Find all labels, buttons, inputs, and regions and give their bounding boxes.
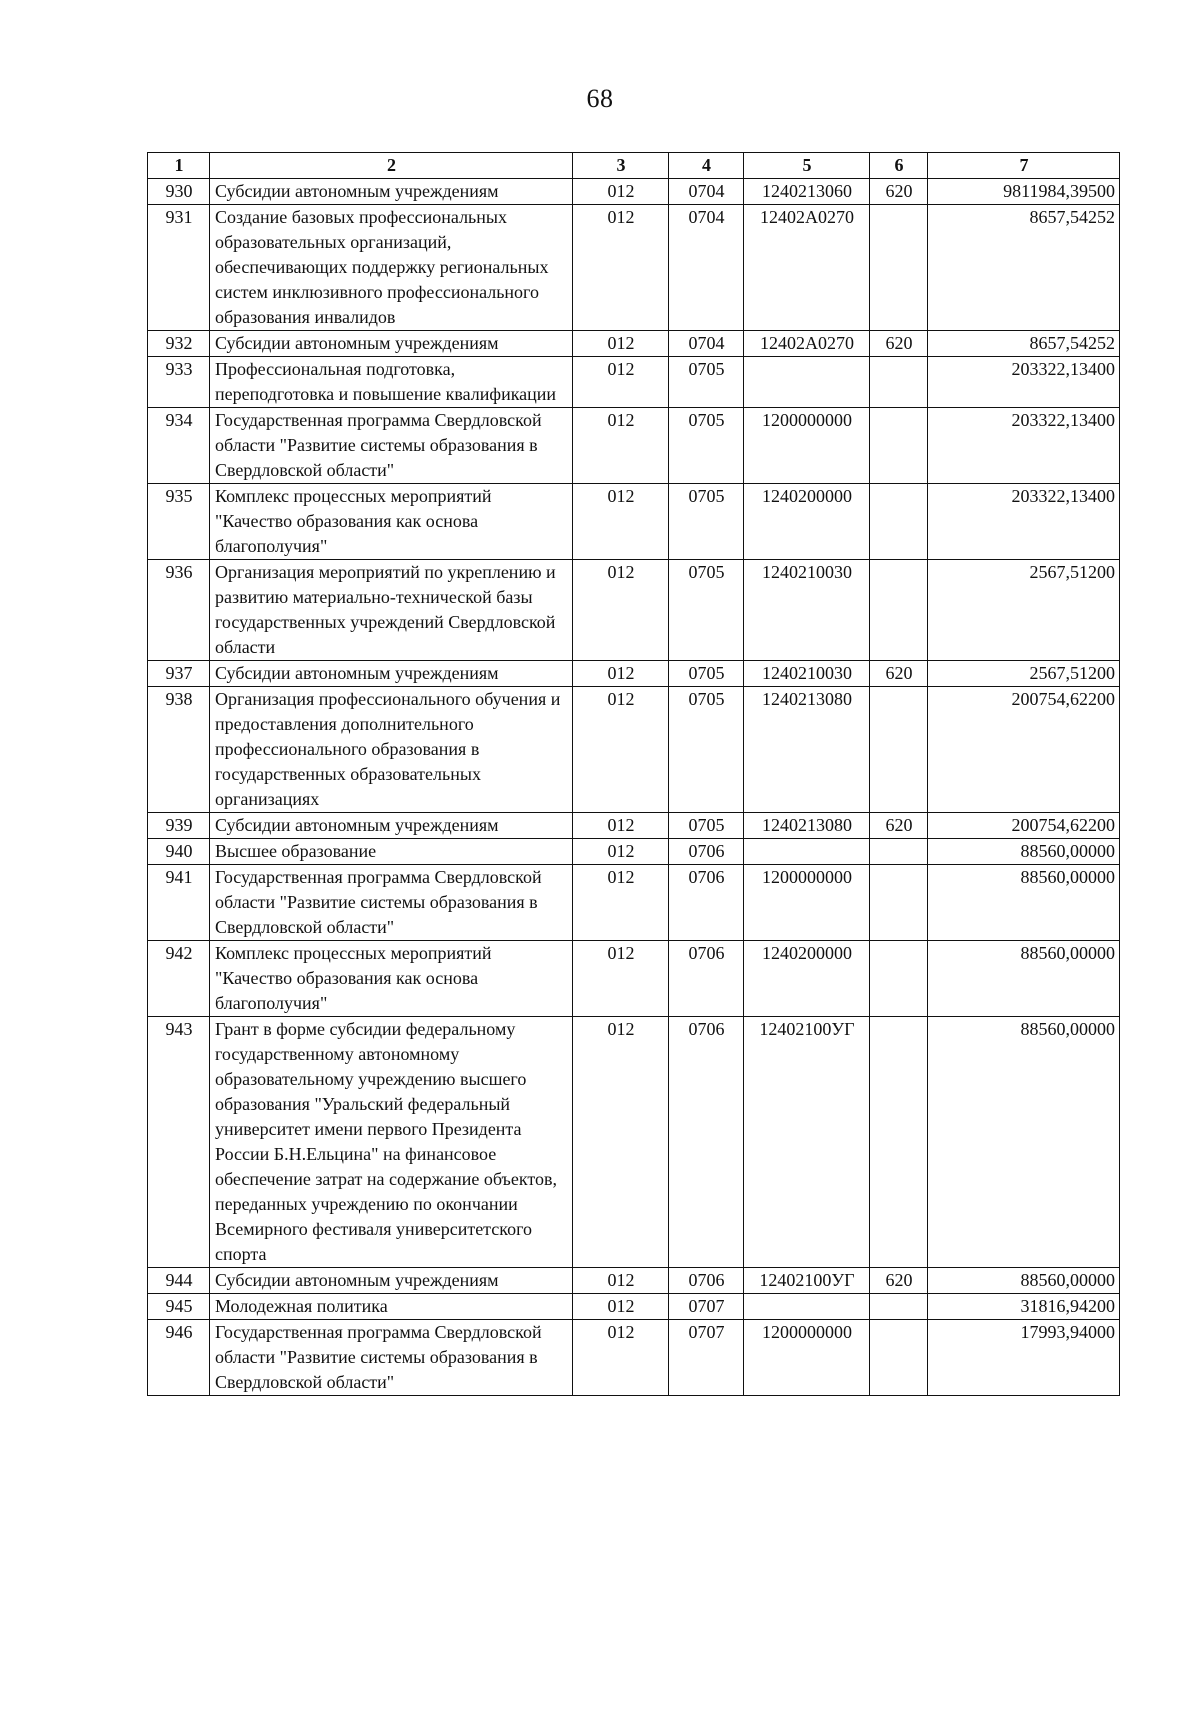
page-number: 68 — [586, 84, 614, 113]
table-row — [148, 1294, 1120, 1320]
row-target-code-cell: 1240210030 — [744, 661, 870, 687]
row-expense-type-cell — [870, 357, 928, 408]
row-expense-type-cell — [870, 839, 928, 865]
row-amount-cell: 88560,00000 — [928, 865, 1120, 941]
row-target-code-cell — [744, 839, 870, 865]
table-row — [148, 865, 1120, 941]
row-amount-cell: 2567,51200 — [928, 661, 1120, 687]
row-name-cell: Молодежная политика — [210, 1294, 573, 1320]
row-section-code-cell: 0704 — [669, 331, 744, 357]
row-ministry-code-cell: 012 — [573, 941, 669, 1017]
row-amount-cell: 88560,00000 — [928, 839, 1120, 865]
row-number-cell: 946 — [148, 1320, 210, 1396]
row-number-cell: 934 — [148, 408, 210, 484]
row-section-code-cell: 0705 — [669, 661, 744, 687]
row-section-code-cell: 0707 — [669, 1294, 744, 1320]
row-number-cell: 939 — [148, 813, 210, 839]
row-section-code-cell: 0705 — [669, 484, 744, 560]
row-name-cell: Создание базовых профессиональных образовательных организаций, обеспечивающих поддержку региональных систем инклюзивного профессионального образования инвалидов — [210, 205, 573, 331]
row-section-code-cell: 0707 — [669, 1320, 744, 1396]
row-name-cell: Субсидии автономным учреждениям — [210, 661, 573, 687]
table-row — [148, 205, 1120, 331]
header-col-4: 4 — [669, 153, 744, 179]
table-row — [148, 813, 1120, 839]
row-ministry-code-cell: 012 — [573, 813, 669, 839]
row-number-cell: 936 — [148, 560, 210, 661]
row-ministry-code-cell: 012 — [573, 331, 669, 357]
row-ministry-code-cell: 012 — [573, 560, 669, 661]
row-target-code-cell: 12402100УГ — [744, 1268, 870, 1294]
row-amount-cell: 9811984,39500 — [928, 179, 1120, 205]
row-ministry-code-cell: 012 — [573, 1017, 669, 1268]
row-name-cell: Комплекс процессных мероприятий "Качество образования как основа благополучия" — [210, 941, 573, 1017]
table-row — [148, 1017, 1120, 1268]
row-number-cell: 944 — [148, 1268, 210, 1294]
row-target-code-cell: 12402А0270 — [744, 205, 870, 331]
row-name-cell: Организация профессионального обучения и предоставления дополнительного профессионального образования в государственных образовательных организациях — [210, 687, 573, 813]
row-section-code-cell: 0705 — [669, 687, 744, 813]
row-section-code-cell: 0705 — [669, 813, 744, 839]
table-row — [148, 839, 1120, 865]
row-ministry-code-cell: 012 — [573, 661, 669, 687]
row-ministry-code-cell: 012 — [573, 205, 669, 331]
row-section-code-cell: 0706 — [669, 839, 744, 865]
row-number-cell: 937 — [148, 661, 210, 687]
header-col-6: 6 — [870, 153, 928, 179]
table-row — [148, 941, 1120, 1017]
row-number-cell: 943 — [148, 1017, 210, 1268]
row-amount-cell: 203322,13400 — [928, 484, 1120, 560]
row-amount-cell: 88560,00000 — [928, 941, 1120, 1017]
row-ministry-code-cell: 012 — [573, 865, 669, 941]
row-target-code-cell: 1240210030 — [744, 560, 870, 661]
row-section-code-cell: 0706 — [669, 1268, 744, 1294]
row-section-code-cell: 0704 — [669, 179, 744, 205]
row-number-cell: 942 — [148, 941, 210, 1017]
row-section-code-cell: 0705 — [669, 408, 744, 484]
table-row — [148, 357, 1120, 408]
row-section-code-cell: 0706 — [669, 865, 744, 941]
row-expense-type-cell — [870, 1294, 928, 1320]
row-name-cell: Государственная программа Свердловской области "Развитие системы образования в Свердловской области" — [210, 865, 573, 941]
row-name-cell: Субсидии автономным учреждениям — [210, 813, 573, 839]
row-amount-cell: 203322,13400 — [928, 357, 1120, 408]
row-name-cell: Профессиональная подготовка, переподготовка и повышение квалификации — [210, 357, 573, 408]
row-target-code-cell: 1200000000 — [744, 1320, 870, 1396]
row-section-code-cell: 0705 — [669, 560, 744, 661]
header-col-2: 2 — [210, 153, 573, 179]
row-expense-type-cell — [870, 1017, 928, 1268]
row-target-code-cell: 1240213080 — [744, 687, 870, 813]
row-section-code-cell: 0704 — [669, 205, 744, 331]
row-number-cell: 935 — [148, 484, 210, 560]
row-number-cell: 945 — [148, 1294, 210, 1320]
row-name-cell: Государственная программа Свердловской области "Развитие системы образования в Свердловской области" — [210, 1320, 573, 1396]
row-amount-cell: 88560,00000 — [928, 1268, 1120, 1294]
row-ministry-code-cell: 012 — [573, 408, 669, 484]
row-ministry-code-cell: 012 — [573, 687, 669, 813]
row-ministry-code-cell: 012 — [573, 484, 669, 560]
row-number-cell: 932 — [148, 331, 210, 357]
table-row — [148, 1320, 1120, 1396]
row-name-cell: Грант в форме субсидии федеральному государственному автономному образовательному учреждению высшего образования "Уральский федеральный университет имени первого Президента России Б.Н.Ельцина" на финансовое обеспечение затрат на содержание объектов, переданных учреждению по окончании Всемирного фестиваля университетского спорта — [210, 1017, 573, 1268]
table-row — [148, 484, 1120, 560]
row-number-cell: 931 — [148, 205, 210, 331]
row-target-code-cell: 1240213060 — [744, 179, 870, 205]
row-target-code-cell: 1240200000 — [744, 484, 870, 560]
row-number-cell: 933 — [148, 357, 210, 408]
row-number-cell: 941 — [148, 865, 210, 941]
row-ministry-code-cell: 012 — [573, 179, 669, 205]
row-amount-cell: 8657,54252 — [928, 331, 1120, 357]
row-ministry-code-cell: 012 — [573, 839, 669, 865]
row-amount-cell: 88560,00000 — [928, 1017, 1120, 1268]
row-amount-cell: 200754,62200 — [928, 687, 1120, 813]
row-section-code-cell: 0706 — [669, 1017, 744, 1268]
table-row — [148, 661, 1120, 687]
row-name-cell: Государственная программа Свердловской области "Развитие системы образования в Свердловской области" — [210, 408, 573, 484]
row-amount-cell: 2567,51200 — [928, 560, 1120, 661]
table-row — [148, 331, 1120, 357]
row-amount-cell: 31816,94200 — [928, 1294, 1120, 1320]
header-col-3: 3 — [573, 153, 669, 179]
row-target-code-cell: 1240213080 — [744, 813, 870, 839]
row-number-cell: 930 — [148, 179, 210, 205]
row-target-code-cell — [744, 1294, 870, 1320]
row-ministry-code-cell: 012 — [573, 1294, 669, 1320]
row-expense-type-cell: 620 — [870, 179, 928, 205]
row-ministry-code-cell: 012 — [573, 1268, 669, 1294]
budget-table — [147, 152, 1120, 1396]
header-col-1: 1 — [148, 153, 210, 179]
row-target-code-cell: 1200000000 — [744, 865, 870, 941]
row-expense-type-cell — [870, 941, 928, 1017]
table-row — [148, 560, 1120, 661]
row-target-code-cell: 1240200000 — [744, 941, 870, 1017]
row-name-cell: Субсидии автономным учреждениям — [210, 1268, 573, 1294]
row-ministry-code-cell: 012 — [573, 1320, 669, 1396]
table-row — [148, 687, 1120, 813]
row-number-cell: 938 — [148, 687, 210, 813]
row-target-code-cell: 12402А0270 — [744, 331, 870, 357]
row-section-code-cell: 0706 — [669, 941, 744, 1017]
table-row — [148, 1268, 1120, 1294]
row-expense-type-cell — [870, 687, 928, 813]
row-expense-type-cell: 620 — [870, 813, 928, 839]
row-name-cell: Субсидии автономным учреждениям — [210, 331, 573, 357]
row-name-cell: Высшее образование — [210, 839, 573, 865]
row-amount-cell: 17993,94000 — [928, 1320, 1120, 1396]
row-expense-type-cell: 620 — [870, 331, 928, 357]
row-amount-cell: 203322,13400 — [928, 408, 1120, 484]
table-header-row — [148, 153, 1120, 179]
row-ministry-code-cell: 012 — [573, 357, 669, 408]
row-name-cell: Комплекс процессных мероприятий "Качество образования как основа благополучия" — [210, 484, 573, 560]
table-body — [148, 179, 1120, 1396]
row-expense-type-cell — [870, 865, 928, 941]
row-number-cell: 940 — [148, 839, 210, 865]
row-name-cell: Организация мероприятий по укреплению и развитию материально-технической базы государственных учреждений Свердловской области — [210, 560, 573, 661]
table-row — [148, 179, 1120, 205]
row-expense-type-cell — [870, 560, 928, 661]
row-expense-type-cell: 620 — [870, 661, 928, 687]
table-row — [148, 408, 1120, 484]
row-section-code-cell: 0705 — [669, 357, 744, 408]
row-expense-type-cell — [870, 484, 928, 560]
row-expense-type-cell — [870, 408, 928, 484]
row-name-cell: Субсидии автономным учреждениям — [210, 179, 573, 205]
row-amount-cell: 8657,54252 — [928, 205, 1120, 331]
row-amount-cell: 200754,62200 — [928, 813, 1120, 839]
row-target-code-cell — [744, 357, 870, 408]
header-col-5: 5 — [744, 153, 870, 179]
row-target-code-cell: 1200000000 — [744, 408, 870, 484]
row-expense-type-cell — [870, 1320, 928, 1396]
row-expense-type-cell: 620 — [870, 1268, 928, 1294]
row-target-code-cell: 12402100УГ — [744, 1017, 870, 1268]
row-expense-type-cell — [870, 205, 928, 331]
header-col-7: 7 — [928, 153, 1120, 179]
